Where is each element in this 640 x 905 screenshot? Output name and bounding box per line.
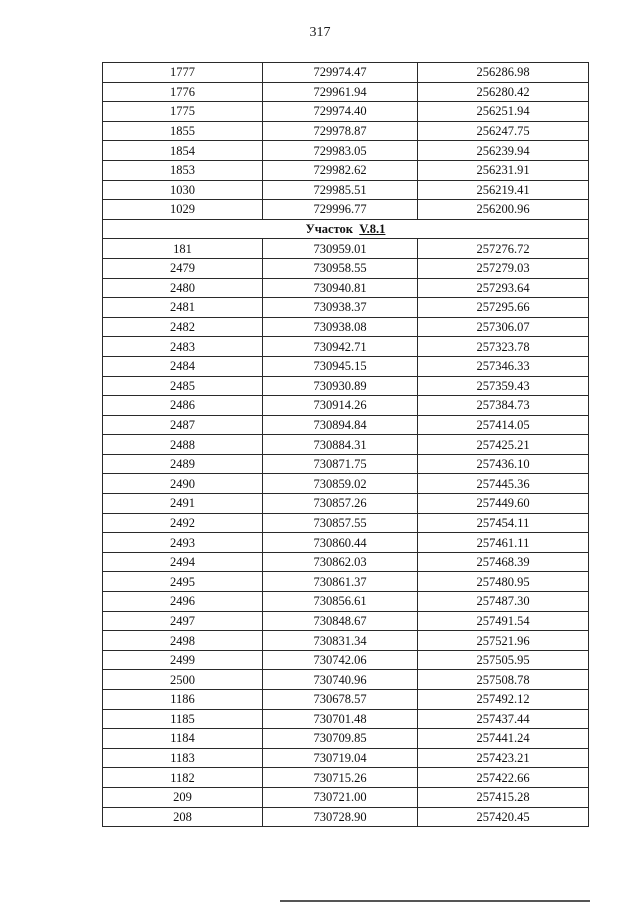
table-row [103, 807, 589, 827]
y-coordinate-cell: 256247.75 [418, 121, 589, 141]
point-number-cell: 2489 [103, 454, 263, 474]
point-number-cell: 1775 [103, 102, 263, 122]
point-number-cell: 2487 [103, 415, 263, 435]
y-coordinate-cell: 257445.36 [418, 474, 589, 494]
x-coordinate-cell: 730930.89 [263, 376, 418, 396]
point-number-cell: 1776 [103, 82, 263, 102]
table-row [103, 611, 589, 631]
point-number-cell: 2495 [103, 572, 263, 592]
point-number-cell: 2492 [103, 513, 263, 533]
y-coordinate-cell: 257346.33 [418, 356, 589, 376]
table-row [103, 533, 589, 553]
table-row [103, 454, 589, 474]
point-number-cell: 2490 [103, 474, 263, 494]
y-coordinate-cell: 256200.96 [418, 200, 589, 220]
x-coordinate-cell: 730862.03 [263, 552, 418, 572]
table-row [103, 63, 589, 83]
x-coordinate-cell: 730945.15 [263, 356, 418, 376]
x-coordinate-cell: 730856.61 [263, 592, 418, 612]
table-row [103, 748, 589, 768]
point-number-cell: 2498 [103, 631, 263, 651]
point-number-cell: 1182 [103, 768, 263, 788]
x-coordinate-cell: 729985.51 [263, 180, 418, 200]
x-coordinate-cell: 730728.90 [263, 807, 418, 827]
point-number-cell: 2479 [103, 258, 263, 278]
table-row [103, 435, 589, 455]
table-row [103, 102, 589, 122]
x-coordinate-cell: 730959.01 [263, 239, 418, 259]
section-title [103, 219, 589, 239]
x-coordinate-cell: 729982.62 [263, 160, 418, 180]
x-coordinate-cell: 730860.44 [263, 533, 418, 553]
point-number-cell: 2491 [103, 494, 263, 514]
y-coordinate-cell: 256231.91 [418, 160, 589, 180]
point-number-cell: 1186 [103, 690, 263, 710]
table-row [103, 552, 589, 572]
x-coordinate-cell: 730940.81 [263, 278, 418, 298]
table-row [103, 180, 589, 200]
point-number-cell: 2482 [103, 317, 263, 337]
point-number-cell: 2483 [103, 337, 263, 357]
table-row [103, 787, 589, 807]
point-number-cell: 2484 [103, 356, 263, 376]
y-coordinate-cell: 257323.78 [418, 337, 589, 357]
table-row [103, 650, 589, 670]
y-coordinate-cell: 256286.98 [418, 63, 589, 83]
table-row [103, 160, 589, 180]
y-coordinate-cell: 257423.21 [418, 748, 589, 768]
table-row [103, 690, 589, 710]
y-coordinate-cell: 257521.96 [418, 631, 589, 651]
table-row [103, 258, 589, 278]
y-coordinate-cell: 257279.03 [418, 258, 589, 278]
point-number-cell: 2493 [103, 533, 263, 553]
x-coordinate-cell: 730861.37 [263, 572, 418, 592]
y-coordinate-cell: 257276.72 [418, 239, 589, 259]
section-header-row [103, 219, 589, 239]
table-row [103, 592, 589, 612]
table-row [103, 631, 589, 651]
table-row [103, 200, 589, 220]
y-coordinate-cell: 256219.41 [418, 180, 589, 200]
x-coordinate-cell: 729974.47 [263, 63, 418, 83]
point-number-cell: 2485 [103, 376, 263, 396]
point-number-cell: 2500 [103, 670, 263, 690]
y-coordinate-cell: 257449.60 [418, 494, 589, 514]
table-row [103, 709, 589, 729]
bottom-rule [280, 900, 590, 902]
table-row [103, 513, 589, 533]
y-coordinate-cell: 257420.45 [418, 807, 589, 827]
table-row [103, 298, 589, 318]
y-coordinate-cell: 257293.64 [418, 278, 589, 298]
x-coordinate-cell: 730884.31 [263, 435, 418, 455]
y-coordinate-cell: 257487.30 [418, 592, 589, 612]
point-number-cell: 1029 [103, 200, 263, 220]
point-number-cell: 2496 [103, 592, 263, 612]
section-code: V.8.1 [359, 222, 386, 237]
x-coordinate-cell: 730701.48 [263, 709, 418, 729]
x-coordinate-cell: 729996.77 [263, 200, 418, 220]
point-number-cell: 2481 [103, 298, 263, 318]
x-coordinate-cell: 730742.06 [263, 650, 418, 670]
x-coordinate-cell: 730894.84 [263, 415, 418, 435]
table-row [103, 239, 589, 259]
y-coordinate-cell: 257425.21 [418, 435, 589, 455]
y-coordinate-cell: 256239.94 [418, 141, 589, 161]
page-number: 317 [309, 25, 331, 40]
x-coordinate-cell: 729978.87 [263, 121, 418, 141]
point-number-cell: 208 [103, 807, 263, 827]
y-coordinate-cell: 257414.05 [418, 415, 589, 435]
y-coordinate-cell: 256251.94 [418, 102, 589, 122]
y-coordinate-cell: 257359.43 [418, 376, 589, 396]
y-coordinate-cell: 257461.11 [418, 533, 589, 553]
x-coordinate-cell: 729983.05 [263, 141, 418, 161]
x-coordinate-cell: 729974.40 [263, 102, 418, 122]
point-number-cell: 2488 [103, 435, 263, 455]
table-row [103, 572, 589, 592]
table-row [103, 494, 589, 514]
point-number-cell: 2486 [103, 396, 263, 416]
section-label: Участок [305, 222, 354, 237]
point-number-cell: 2499 [103, 650, 263, 670]
x-coordinate-cell: 730719.04 [263, 748, 418, 768]
y-coordinate-cell: 257508.78 [418, 670, 589, 690]
table-row [103, 670, 589, 690]
table-row [103, 278, 589, 298]
x-coordinate-cell: 730709.85 [263, 729, 418, 749]
point-number-cell: 1030 [103, 180, 263, 200]
table-row [103, 356, 589, 376]
table-row [103, 317, 589, 337]
point-number-cell: 2494 [103, 552, 263, 572]
y-coordinate-cell: 256280.42 [418, 82, 589, 102]
y-coordinate-cell: 257505.95 [418, 650, 589, 670]
x-coordinate-cell: 729961.94 [263, 82, 418, 102]
x-coordinate-cell: 730857.26 [263, 494, 418, 514]
coordinates-table [102, 62, 589, 827]
table-row [103, 474, 589, 494]
x-coordinate-cell: 730721.00 [263, 787, 418, 807]
table-row [103, 121, 589, 141]
point-number-cell: 1185 [103, 709, 263, 729]
x-coordinate-cell: 730857.55 [263, 513, 418, 533]
point-number-cell: 1855 [103, 121, 263, 141]
y-coordinate-cell: 257306.07 [418, 317, 589, 337]
table-row [103, 376, 589, 396]
x-coordinate-cell: 730740.96 [263, 670, 418, 690]
point-number-cell: 1777 [103, 63, 263, 83]
table-row [103, 729, 589, 749]
x-coordinate-cell: 730942.71 [263, 337, 418, 357]
y-coordinate-cell: 257295.66 [418, 298, 589, 318]
coordinates-table-body [103, 63, 589, 827]
y-coordinate-cell: 257491.54 [418, 611, 589, 631]
y-coordinate-cell: 257384.73 [418, 396, 589, 416]
y-coordinate-cell: 257422.66 [418, 768, 589, 788]
y-coordinate-cell: 257454.11 [418, 513, 589, 533]
table-row [103, 337, 589, 357]
point-number-cell: 1853 [103, 160, 263, 180]
table-row [103, 396, 589, 416]
table-row [103, 415, 589, 435]
x-coordinate-cell: 730938.08 [263, 317, 418, 337]
y-coordinate-cell: 257437.44 [418, 709, 589, 729]
table-row [103, 768, 589, 788]
x-coordinate-cell: 730938.37 [263, 298, 418, 318]
y-coordinate-cell: 257415.28 [418, 787, 589, 807]
table-row [103, 82, 589, 102]
y-coordinate-cell: 257492.12 [418, 690, 589, 710]
x-coordinate-cell: 730715.26 [263, 768, 418, 788]
x-coordinate-cell: 730871.75 [263, 454, 418, 474]
table-row [103, 141, 589, 161]
y-coordinate-cell: 257441.24 [418, 729, 589, 749]
x-coordinate-cell: 730831.34 [263, 631, 418, 651]
x-coordinate-cell: 730958.55 [263, 258, 418, 278]
point-number-cell: 2497 [103, 611, 263, 631]
point-number-cell: 1183 [103, 748, 263, 768]
point-number-cell: 2480 [103, 278, 263, 298]
point-number-cell: 1184 [103, 729, 263, 749]
x-coordinate-cell: 730859.02 [263, 474, 418, 494]
point-number-cell: 181 [103, 239, 263, 259]
point-number-cell: 209 [103, 787, 263, 807]
x-coordinate-cell: 730848.67 [263, 611, 418, 631]
y-coordinate-cell: 257468.39 [418, 552, 589, 572]
y-coordinate-cell: 257480.95 [418, 572, 589, 592]
y-coordinate-cell: 257436.10 [418, 454, 589, 474]
point-number-cell: 1854 [103, 141, 263, 161]
x-coordinate-cell: 730914.26 [263, 396, 418, 416]
x-coordinate-cell: 730678.57 [263, 690, 418, 710]
